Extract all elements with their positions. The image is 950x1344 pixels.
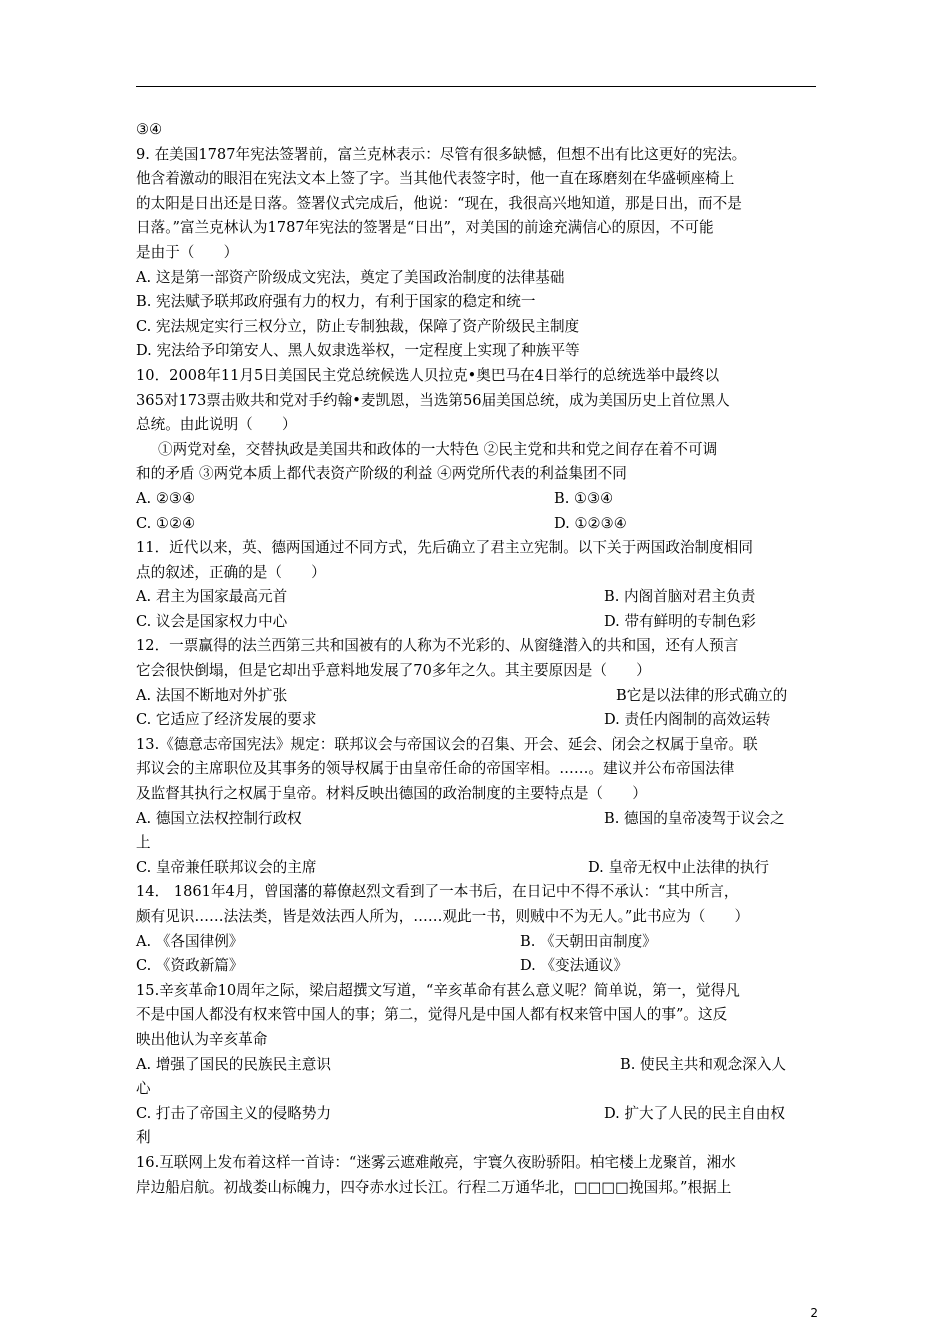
- text-line: [136, 1053, 818, 1078]
- line-text: A. 德国立法权控制行政权: [136, 809, 302, 827]
- line-text: C. 《资政新篇》: [136, 957, 244, 975]
- text-line: [136, 389, 818, 414]
- text-line: [136, 290, 818, 315]
- line-text: 心: [136, 1080, 151, 1098]
- text-line: [136, 536, 818, 561]
- text-line: [136, 413, 818, 438]
- question-text-body: [136, 118, 818, 1200]
- line-text: A. 法国不断地对外扩张: [136, 686, 288, 704]
- text-line: [136, 979, 818, 1004]
- line-text: C. 皇帝兼任联邦议会的主席: [136, 858, 317, 876]
- text-line: [136, 315, 818, 340]
- line-text: ③④: [136, 121, 163, 138]
- page-number: 2: [810, 1306, 818, 1320]
- text-line: [136, 364, 818, 389]
- option-right-column: D. 扩大了人民的民主自由权: [604, 1104, 785, 1122]
- line-text: C. ①②④: [136, 514, 196, 532]
- option-right-column: B它是以法律的形式确立的: [616, 686, 788, 704]
- line-text: A. 《各国律例》: [136, 932, 244, 950]
- text-line: [136, 954, 818, 979]
- text-line: [136, 733, 818, 758]
- text-line: [136, 930, 818, 955]
- text-line: [136, 462, 818, 487]
- line-text: 14． 1861年4月，曾国藩的幕僚赵烈文看到了一本书后，在日记中不得不承认：“其中所言，: [136, 883, 739, 901]
- text-line: [136, 610, 818, 635]
- option-right-column: B. 《天朝田亩制度》: [520, 932, 657, 950]
- line-text: A. ②③④: [136, 489, 196, 507]
- text-line: [136, 1077, 818, 1102]
- text-line: [136, 708, 818, 733]
- line-text: 11．近代以来，英、德两国通过不同方式，先后确立了君主立宪制。以下关于两国政治制度相同: [136, 539, 753, 557]
- line-text: 上: [136, 834, 151, 852]
- text-line: [136, 1102, 818, 1127]
- text-line: [136, 905, 818, 930]
- line-text: C. 它适应了经济发展的要求: [136, 711, 317, 729]
- line-text: ①两党对垒，交替执政是美国共和政体的一大特色 ②民主党和共和党之间存在着不可调: [158, 440, 718, 458]
- header-rule: [136, 86, 816, 87]
- line-text: 总统。由此说明（ ）: [136, 416, 297, 434]
- text-line: [136, 1028, 818, 1053]
- line-text: 和的矛盾 ③两党本质上都代表资产阶级的利益 ④两党所代表的利益集团不同: [136, 465, 627, 483]
- line-text: 及监督其执行之权属于皇帝。材料反映出德国的政治制度的主要特点是（ ）: [136, 785, 647, 803]
- line-text: 颇有见识……法法类，皆是效法西人所为，……观此一书，则贼中不为无人。”此书应为（ ）: [136, 908, 750, 925]
- line-text: 的太阳是日出还是日落。签署仪式完成后，他说：“现在，我很高兴地知道，那是日出，而不是: [136, 194, 742, 212]
- line-text: 利: [136, 1129, 151, 1147]
- text-line: [136, 487, 818, 512]
- line-text: 16.互联网上发布着这样一首诗：“迷雾云遮难敞亮，宇寰久夜盼骄阳。柏宅楼上龙聚首，湘水: [136, 1153, 736, 1171]
- text-line: [136, 757, 818, 782]
- text-line: [136, 634, 818, 659]
- line-text: 邦议会的主席职位及其事务的领导权属于由皇帝任命的帝国宰相。……。建议并公布帝国法律: [136, 760, 735, 778]
- line-text: A. 这是第一部资产阶级成文宪法，奠定了美国政治制度的法律基础: [136, 268, 565, 286]
- line-text: 它会很快倒塌，但是它却出乎意料地发展了70多年之久。其主要原因是（ ）: [136, 662, 651, 680]
- line-text: A. 君主为国家最高元首: [136, 588, 288, 606]
- text-line: [136, 585, 818, 610]
- text-line: [136, 782, 818, 807]
- line-text: 不是中国人都没有权来管中国人的事；第二，觉得凡是中国人都有权来管中国人的事”。这反: [136, 1006, 728, 1024]
- line-text: 日落。”富兰克林认为1787年宪法的签署是“日出”，对美国的前途充满信心的原因，不可能: [136, 219, 714, 237]
- text-line: [136, 856, 818, 881]
- text-line: [136, 684, 818, 709]
- text-line: [136, 807, 818, 832]
- option-right-column: D. 《变法通议》: [520, 957, 629, 975]
- line-text: 10．2008年11月5日美国民主党总统候选人贝拉克•奥巴马在4日举行的总统选举中最终以: [136, 366, 720, 384]
- text-line: [136, 561, 818, 586]
- option-right-column: D. ①②③④: [554, 514, 627, 532]
- text-line: [136, 167, 818, 192]
- line-text: 365对173票击败共和党对手约翰•麦凯恩，当选第56届美国总统，成为美国历史上首位黑人: [136, 391, 730, 409]
- line-text: 15.辛亥革命10周年之际，梁启超撰文写道，“辛亥革命有甚么意义呢？简单说，第一，觉得凡: [136, 981, 740, 999]
- line-text: 映出他认为辛亥革命: [136, 1030, 268, 1048]
- line-text: C. 打击了帝国主义的侵略势力: [136, 1104, 332, 1122]
- text-line: [136, 216, 818, 241]
- option-right-column: B. 内阁首脑对君主负责: [604, 588, 756, 606]
- line-text: C. 宪法规定实行三权分立，防止专制独裁，保障了资产阶级民主制度: [136, 317, 580, 335]
- text-line: [136, 339, 818, 364]
- line-text: C. 议会是国家权力中心: [136, 612, 288, 630]
- text-line: [136, 880, 818, 905]
- text-line: [136, 1176, 818, 1201]
- line-text: B. 宪法赋予联邦政府强有力的权力，有利于国家的稳定和统一: [136, 293, 536, 311]
- text-line: [136, 241, 818, 266]
- option-right-column: B. ①③④: [554, 489, 614, 507]
- line-text: 点的叙述，正确的是（ ）: [136, 563, 326, 581]
- option-right-column: D. 带有鲜明的专制色彩: [604, 612, 756, 630]
- text-line: [136, 192, 818, 217]
- line-text: 12．一票赢得的法兰西第三共和国被有的人称为不光彩的、从窗缝潜入的共和国，还有人预言: [136, 637, 739, 655]
- line-text: 13.《德意志帝国宪法》规定：联邦议会与帝国议会的召集、开会、延会、闭会之权属于皇帝。联: [136, 735, 758, 753]
- line-text: 9. 在美国1787年宪法签署前，富兰克林表示：尽管有很多缺憾，但想不出有比这更好的宪法。: [136, 145, 747, 163]
- line-text: D. 宪法给予印第安人、黑人奴隶选举权，一定程度上实现了种族平等: [136, 342, 580, 360]
- text-line: [136, 143, 818, 168]
- line-text: 是由于（ ）: [136, 243, 239, 261]
- line-text: 岸边船启航。初战娄山标魄力，四夺赤水过长江。行程二万通华北，□□□□挽国邦。”根据上: [136, 1178, 732, 1196]
- text-line: [136, 1151, 818, 1176]
- text-line: [136, 659, 818, 684]
- option-right-column: D. 责任内阁制的高效运转: [604, 711, 771, 729]
- option-right-column: D. 皇帝无权中止法律的执行: [588, 858, 769, 876]
- text-line: [136, 512, 818, 537]
- text-line: [136, 1126, 818, 1151]
- text-line: [136, 1003, 818, 1028]
- option-right-column: B. 德国的皇帝凌驾于议会之: [604, 809, 785, 827]
- text-line: [136, 438, 818, 463]
- option-right-column: B. 使民主共和观念深入人: [620, 1055, 786, 1073]
- text-line: [136, 118, 818, 143]
- text-line: [136, 266, 818, 291]
- line-text: A. 增强了国民的民族民主意识: [136, 1055, 331, 1073]
- text-line: [136, 831, 818, 856]
- line-text: 他含着激动的眼泪在宪法文本上签了字。当其他代表签字时，他一直在琢磨刻在华盛顿座椅上: [136, 170, 735, 188]
